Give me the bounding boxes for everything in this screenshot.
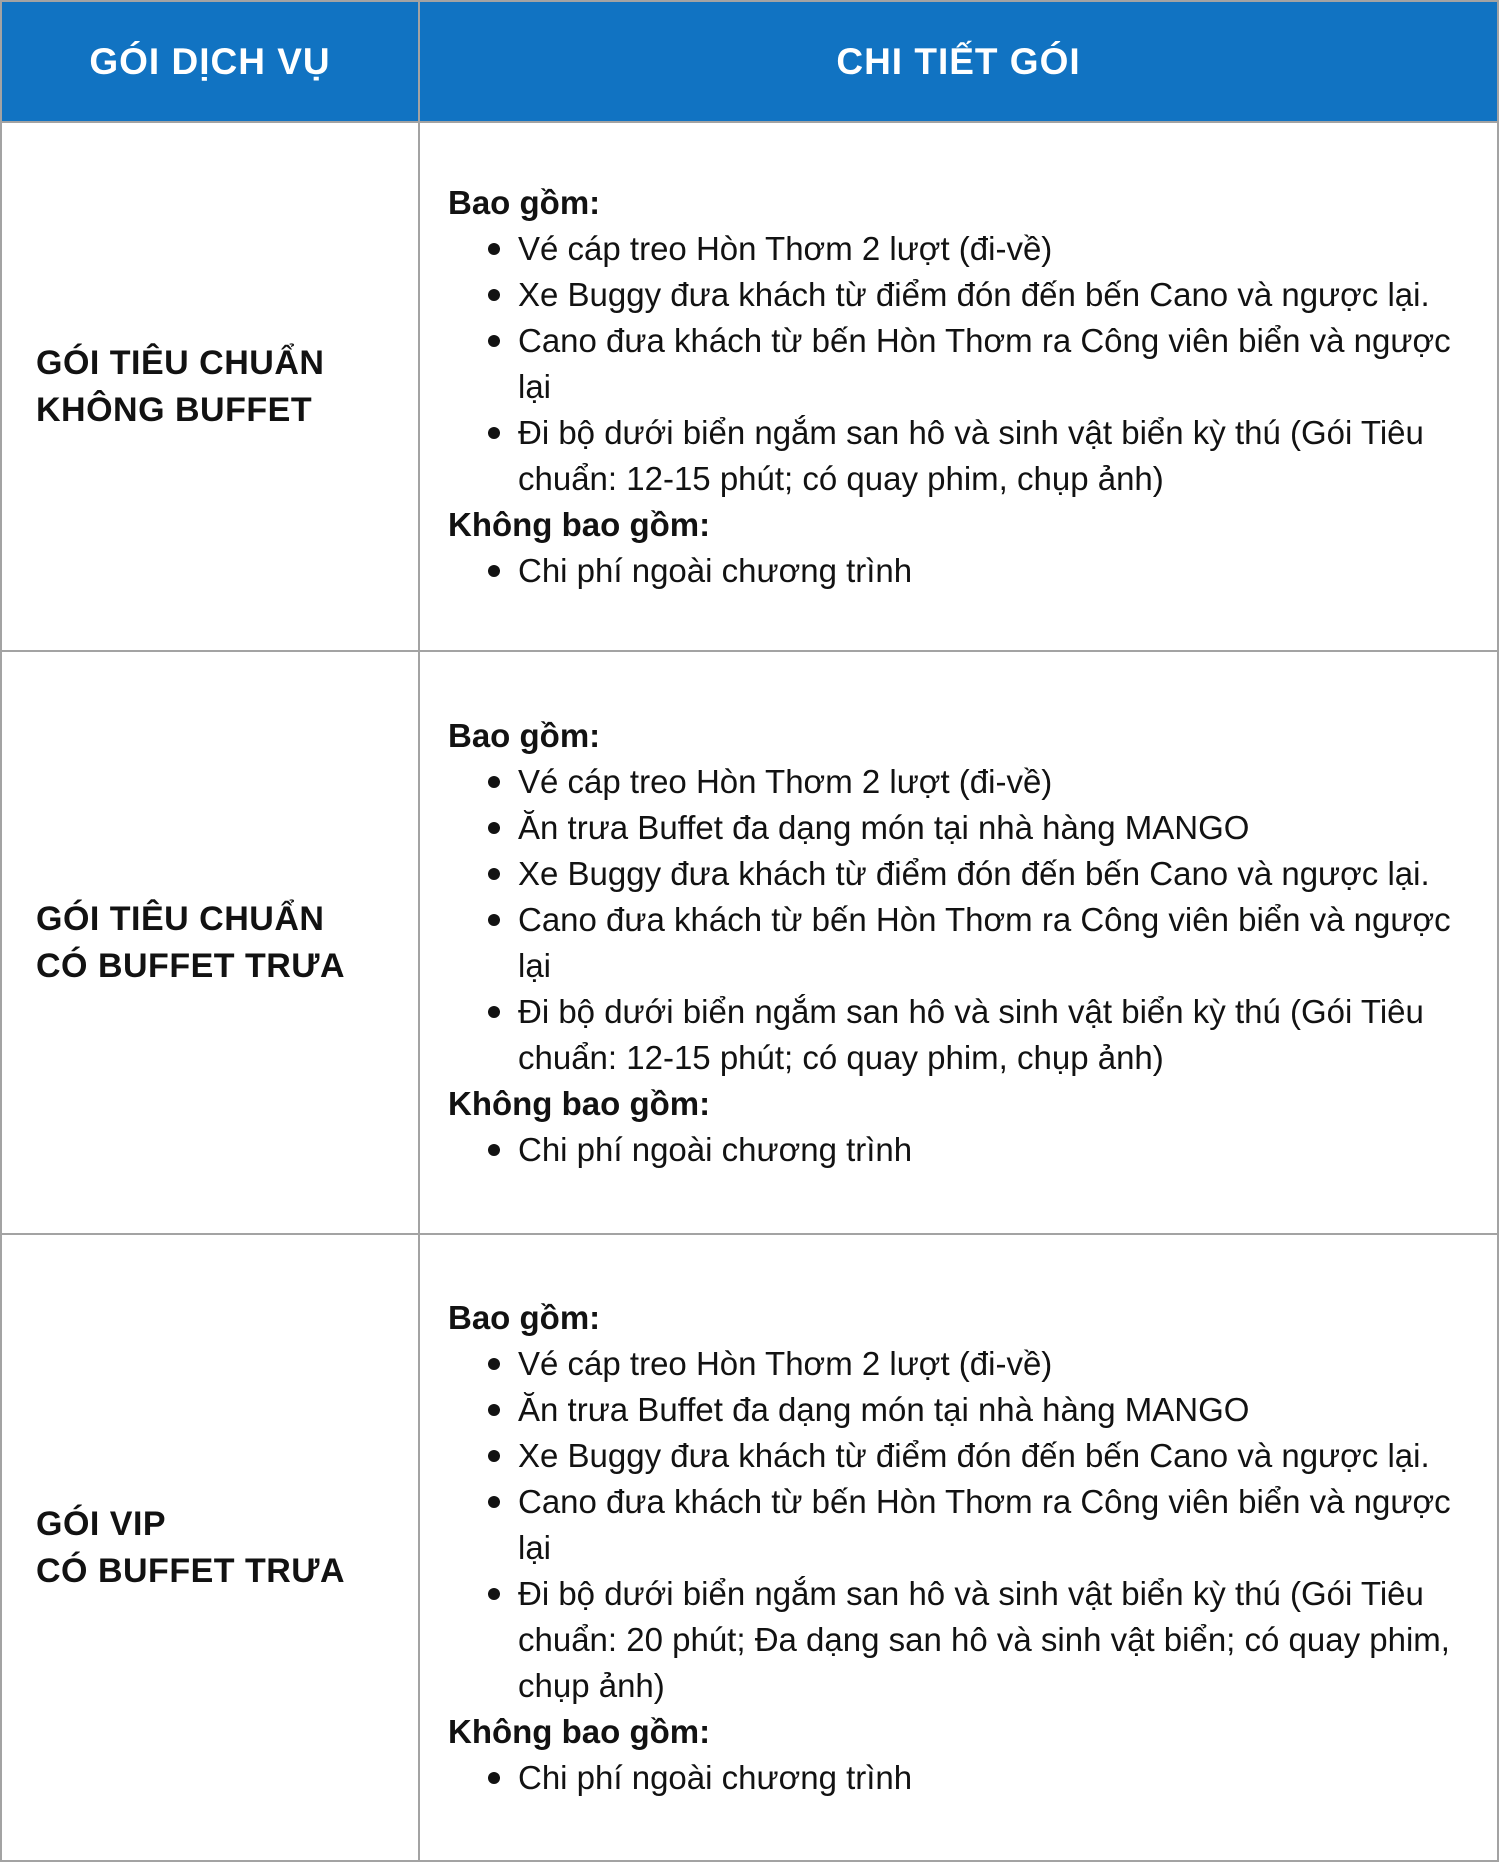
include-label: Bao gồm: [448,716,601,754]
exclude-label: Không bao gồm: [448,1084,711,1122]
list-item-text: Xe Buggy đưa khách từ điểm đón đến bến Cano và ngược lại. [518,275,1430,313]
list-item-text: Vé cáp treo Hòn Thơm 2 lượt (đi-về) [518,229,1053,267]
list-item-text: Đi bộ dưới biển ngắm san hô và sinh vật biển kỳ thú (Gói Tiêu chuẩn: 20 phút; Đa dạng san hô và sinh vật biển; có quay phim, chụp ảnh) [518,1574,1450,1704]
details-cell [419,1234,1498,1861]
bullet-icon [488,335,500,347]
list-item-text: Đi bộ dưới biển ngắm san hô và sinh vật biển kỳ thú (Gói Tiêu chuẩn: 12-15 phút; có quay phim, chụp ảnh) [518,992,1424,1076]
include-label: Bao gồm: [448,1298,601,1336]
list-item [448,410,1475,502]
bullet-icon [488,1144,500,1156]
list-item [448,318,1475,410]
list-item-text: Cano đưa khách từ bến Hòn Thơm ra Công viên biển và ngược lại [518,900,1451,984]
table-header [1,1,1498,122]
bullet-icon [488,427,500,439]
bullet-icon [488,1450,500,1462]
list-item-text: Vé cáp treo Hòn Thơm 2 lượt (đi-về) [518,1344,1053,1382]
package-cell [1,122,419,651]
bullet-icon [488,289,500,301]
bullet-icon [488,565,500,577]
bullet-icon [488,1358,500,1370]
list-item [448,989,1475,1081]
bullet-icon [488,1772,500,1784]
bullet-icon [488,868,500,880]
bullet-icon [488,243,500,255]
package-cell [1,1234,419,1861]
bullet-icon [488,1404,500,1416]
include-label: Bao gồm: [448,183,601,221]
bullet-icon [488,822,500,834]
bullet-icon [488,914,500,926]
exclude-list [448,548,1475,594]
package-name-line: KHÔNG BUFFET [36,390,313,429]
list-item-text: Xe Buggy đưa khách từ điểm đón đến bến Cano và ngược lại. [518,1436,1430,1474]
table-row [1,1234,1498,1861]
list-item [448,1755,1475,1801]
list-item-text: Vé cáp treo Hòn Thơm 2 lượt (đi-về) [518,762,1053,800]
list-item [448,226,1475,272]
list-item [448,1387,1475,1433]
list-item-text: Chi phí ngoài chương trình [518,1130,913,1168]
package-name-line: GÓI TIÊU CHUẨN [36,343,325,382]
bullet-icon [488,1588,500,1600]
list-item-text: Đi bộ dưới biển ngắm san hô và sinh vật biển kỳ thú (Gói Tiêu chuẩn: 12-15 phút; có quay phim, chụp ảnh) [518,413,1424,497]
exclude-label: Không bao gồm: [448,1712,711,1750]
bullet-icon [488,776,500,788]
header-details-column: CHI TIẾT GÓI [419,1,1498,122]
list-item [448,897,1475,989]
details-cell [419,651,1498,1234]
exclude-list [448,1755,1475,1801]
list-item-text: Cano đưa khách từ bến Hòn Thơm ra Công viên biển và ngược lại [518,321,1451,405]
package-name-line: CÓ BUFFET TRƯA [36,946,346,985]
package-name-line: CÓ BUFFET TRƯA [36,1551,346,1590]
list-item [448,805,1475,851]
list-item-text: Ăn trưa Buffet đa dạng món tại nhà hàng MANGO [518,1390,1250,1428]
details-cell [419,122,1498,651]
package-name-line: GÓI TIÊU CHUẨN [36,899,325,938]
list-item [448,851,1475,897]
list-item [448,1127,1475,1173]
include-list [448,759,1475,1081]
exclude-label: Không bao gồm: [448,505,711,543]
list-item-text: Cano đưa khách từ bến Hòn Thơm ra Công viên biển và ngược lại [518,1482,1451,1566]
list-item [448,272,1475,318]
package-name-line: GÓI VIP [36,1504,167,1543]
table-row [1,122,1498,651]
exclude-list [448,1127,1475,1173]
list-item [448,548,1475,594]
list-item [448,1341,1475,1387]
list-item [448,1433,1475,1479]
list-item [448,1571,1475,1709]
header-package-column: GÓI DỊCH VỤ [1,1,419,122]
bullet-icon [488,1006,500,1018]
list-item-text: Chi phí ngoài chương trình [518,1758,913,1796]
bullet-icon [488,1496,500,1508]
list-item [448,1479,1475,1571]
package-cell [1,651,419,1234]
list-item-text: Ăn trưa Buffet đa dạng món tại nhà hàng MANGO [518,808,1250,846]
include-list [448,1341,1475,1709]
list-item-text: Xe Buggy đưa khách từ điểm đón đến bến Cano và ngược lại. [518,854,1430,892]
list-item-text: Chi phí ngoài chương trình [518,551,913,589]
list-item [448,759,1475,805]
table-row [1,651,1498,1234]
include-list [448,226,1475,502]
